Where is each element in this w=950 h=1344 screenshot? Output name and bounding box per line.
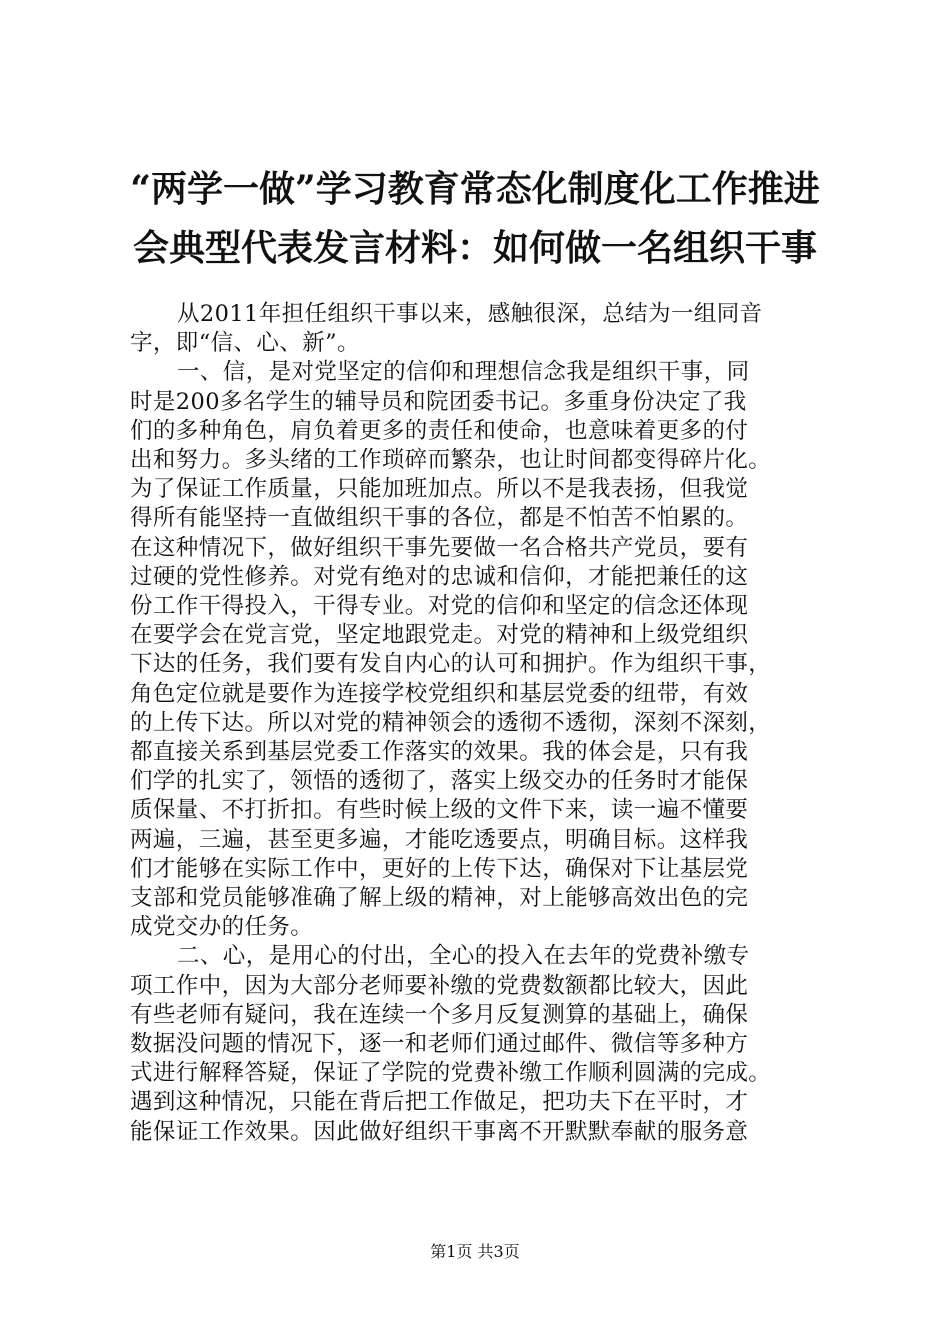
body-text-line: 式进行解释答疑，保证了学院的党费补缴工作顺利圆满的完成。	[130, 1060, 772, 1087]
body-text-line: 项工作中，因为大部分老师要补缴的党费数额都比较大，因此	[130, 972, 749, 999]
body-text-line: 字，即“信、心、新”。	[130, 330, 360, 357]
body-text-line: 们才能够在实际工作中，更好的上传下达，确保对下让基层党	[130, 855, 749, 882]
body-text-line: 的上传下达。所以对党的精神领会的透彻不透彻，深刻不深刻，	[130, 709, 772, 736]
body-text-line: 二、心，是用心的付出，全心的投入在去年的党费补缴专	[177, 943, 750, 970]
title-line-1: “两学一做”学习教育常态化制度化工作推进	[130, 168, 820, 210]
body-text-line: 下达的任务，我们要有发自内心的认可和拥护。作为组织干事，	[130, 651, 772, 678]
body-text-line: 时是200多名学生的辅导员和院团委书记。多重身份决定了我	[130, 388, 747, 415]
page-footer: 第1页 共3页	[430, 1242, 520, 1261]
document-title	[100, 160, 850, 278]
body-text-line: 从2011年担任组织干事以来，感触很深，总结为一组同音	[177, 301, 763, 327]
body-text-line: 在这种情况下，做好组织干事先要做一名合格共产党员，要有	[130, 534, 749, 561]
body-text-line: 们的多种角色，肩负着更多的责任和使命，也意味着更多的付	[130, 417, 749, 444]
body-text-line: 过硬的党性修养。对党有绝对的忠诚和信仰，才能把兼任的这	[130, 563, 749, 590]
document-body	[130, 300, 830, 1147]
body-text-line: 在要学会在党言党，坚定地跟党走。对党的精神和上级党组织	[130, 622, 749, 649]
body-text-line: 们学的扎实了，领悟的透彻了，落实上级交办的任务时才能保	[130, 768, 749, 795]
body-text-line: 得所有能坚持一直做组织干事的各位，都是不怕苦不怕累的。	[130, 505, 749, 532]
body-text-line: 有些老师有疑问，我在连续一个多月反复测算的基础上，确保	[130, 1001, 749, 1028]
body-text-line: 都直接关系到基层党委工作落实的效果。我的体会是，只有我	[130, 739, 749, 766]
body-text-line: 为了保证工作质量，只能加班加点。所以不是我表扬，但我觉	[130, 476, 749, 503]
body-text-line: 数据没问题的情况下，逐一和老师们通过邮件、微信等多种方	[130, 1031, 749, 1058]
body-text-line: 遇到这种情况，只能在背后把工作做足，把功夫下在平时，才	[130, 1089, 749, 1116]
title-line-2: 会典型代表发言材料：如何做一名组织干事	[132, 227, 817, 269]
body-text-line: 份工作干得投入，干得专业。对党的信仰和坚定的信念还体现	[130, 593, 749, 620]
body-text-line: 成党交办的任务。	[130, 914, 314, 941]
body-text-line: 角色定位就是要作为连接学校党组织和基层党委的纽带，有效	[130, 680, 749, 707]
body-text-line: 一、信，是对党坚定的信仰和理想信念我是组织干事，同	[177, 359, 750, 386]
body-text-line: 出和努力。多头绪的工作琐碎而繁杂，也让时间都变得碎片化。	[130, 447, 772, 474]
body-text-line: 支部和党员能够准确了解上级的精神，对上能够高效出色的完	[130, 885, 749, 912]
body-text-line: 质保量、不打折扣。有些时候上级的文件下来，读一遍不懂要	[130, 797, 749, 824]
body-text-line: 两遍，三遍，甚至更多遍，才能吃透要点，明确目标。这样我	[130, 826, 749, 853]
body-text-line: 能保证工作效果。因此做好组织干事离不开默默奉献的服务意	[130, 1118, 749, 1145]
